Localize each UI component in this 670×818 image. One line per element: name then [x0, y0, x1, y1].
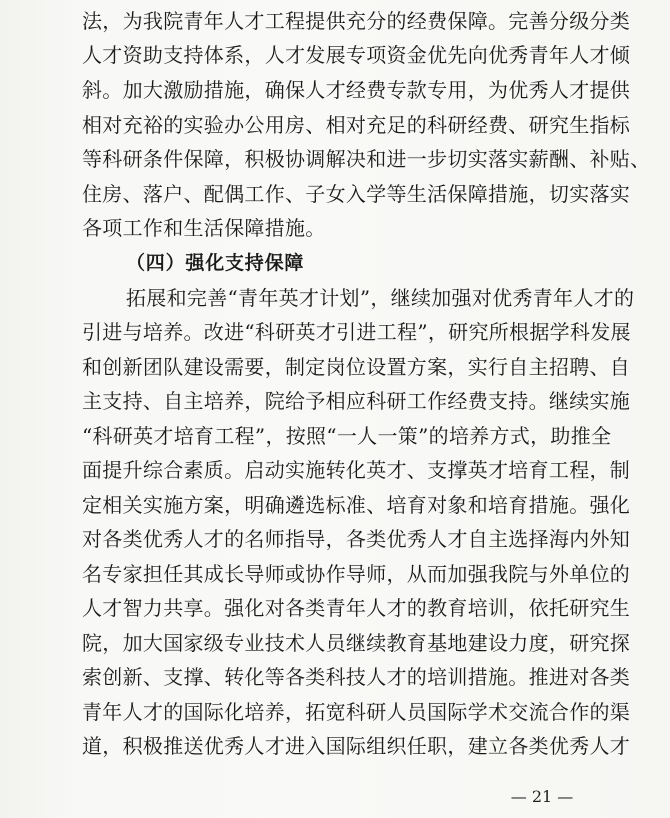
body-text-line: 拓展和完善“青年英才计划”，继续加强对优秀青年人才的: [126, 286, 635, 310]
body-text-line: 名专家担任其成长导师或协作导师，从而加强我院与外单位的: [82, 562, 631, 586]
body-text-line: 定相关实施方案，明确遴选标准、培育对象和培育措施。强化: [82, 493, 631, 517]
body-text-line: 索创新、支撑、转化等各类科技人才的培训措施。推进对各类: [82, 665, 631, 689]
body-text-line: 青年人才的国际化培养，拓宽科研人员国际学术交流合作的渠: [82, 700, 631, 724]
body-text-line: 斜。加大激励措施，确保人才经费专款专用，为优秀人才提供: [82, 78, 631, 102]
body-text-line: 对各类优秀人才的名师指导，各类优秀人才自主选择海内外知: [82, 527, 631, 551]
body-text-line: 道，积极推送优秀人才进入国际组织任职，建立各类优秀人才: [82, 734, 631, 758]
body-text-line: 和创新团队建设需要，制定岗位设置方案，实行自主招聘、自: [82, 355, 631, 379]
body-text-line: 相对充裕的实验办公用房、相对充足的科研经费、研究生指标: [82, 113, 631, 137]
body-text-line: 各项工作和生活保障措施。: [82, 216, 326, 240]
body-text-line: 院，加大国家级专业技术人员继续教育基地建设力度，研究探: [82, 631, 631, 655]
section-heading: （四）强化支持保障: [126, 252, 305, 274]
body-text-line: 面提升综合素质。启动实施转化英才、支撑英才培育工程，制: [82, 458, 631, 482]
body-text-line: 主支持、自主培养，院给予相应科研工作经费支持。继续实施: [82, 389, 631, 413]
body-text-line: 人才资助支持体系，人才发展专项资金优先向优秀青年人才倾: [82, 43, 631, 67]
body-text-line: 人才智力共享。强化对各类青年人才的教育培训，依托研究生: [82, 596, 631, 620]
body-text-line: 法，为我院青年人才工程提供充分的经费保障。完善分级分类: [82, 9, 631, 33]
body-text-line: 住房、落户、配偶工作、子女入学等生活保障措施，切实落实: [82, 182, 631, 206]
page-number: — 21 —: [510, 787, 574, 806]
body-text-line: 引进与培养。改进“科研英才引进工程”，研究所根据学科发展: [82, 320, 631, 344]
body-text-line: “科研英才培育工程”，按照“一人一策”的培养方式，助推全: [82, 424, 612, 448]
body-text-line: 等科研条件保障，积极协调解决和进一步切实落实薪酬、补贴、: [82, 147, 651, 171]
